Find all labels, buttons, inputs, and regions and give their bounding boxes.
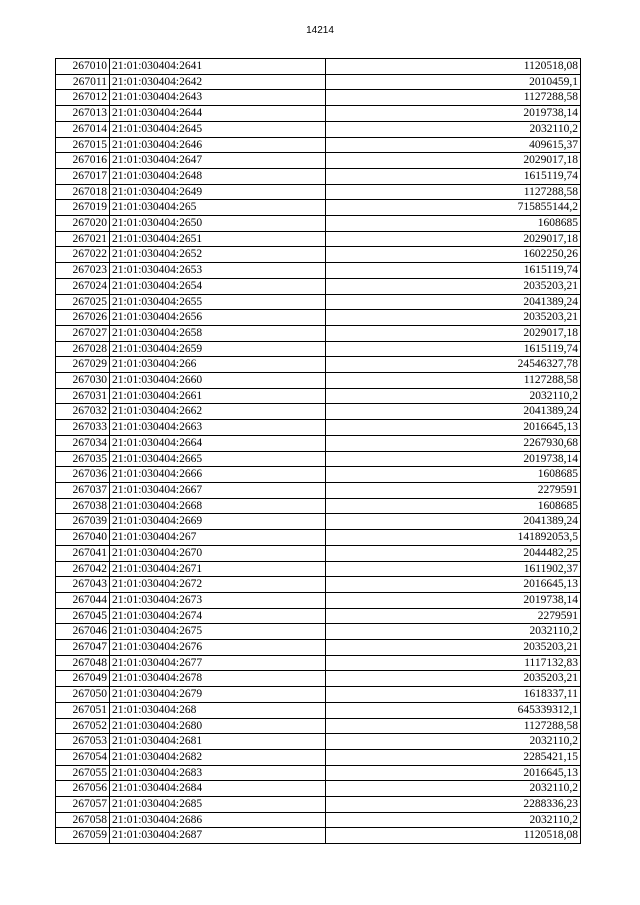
cadastral-value-cell: 24546327,78: [326, 357, 581, 373]
row-number-cell: 267028: [56, 341, 110, 357]
cadastral-number-cell: 21:01:030404:2680: [110, 718, 326, 734]
cadastral-number-cell: 21:01:030404:2678: [110, 671, 326, 687]
table-row: [56, 310, 581, 326]
table-row: [56, 294, 581, 310]
row-number-cell: 267034: [56, 435, 110, 451]
cadastral-value-cell: 2016645,13: [326, 420, 581, 436]
cadastral-value-cell: 2032110,2: [326, 121, 581, 137]
table-row: [56, 624, 581, 640]
table-row: [56, 702, 581, 718]
cadastral-number-cell: 21:01:030404:2656: [110, 310, 326, 326]
table-row: [56, 59, 581, 75]
cadastral-number-cell: 21:01:030404:2659: [110, 341, 326, 357]
cadastral-number-cell: 21:01:030404:2686: [110, 812, 326, 828]
cadastral-value-cell: 2035203,21: [326, 671, 581, 687]
cadastral-value-cell: 2288336,23: [326, 797, 581, 813]
row-number-cell: 267059: [56, 828, 110, 844]
cadastral-value-cell: 2279591: [326, 482, 581, 498]
cadastral-number-cell: 21:01:030404:2661: [110, 388, 326, 404]
table-row: [56, 388, 581, 404]
cadastral-number-cell: 21:01:030404:2673: [110, 592, 326, 608]
cadastral-number-cell: 21:01:030404:2652: [110, 247, 326, 263]
row-number-cell: 267023: [56, 263, 110, 279]
cadastral-value-cell: 2035203,21: [326, 310, 581, 326]
table-row: [56, 608, 581, 624]
row-number-cell: 267052: [56, 718, 110, 734]
table-row: [56, 812, 581, 828]
cadastral-value-cell: 715855144,2: [326, 200, 581, 216]
row-number-cell: 267046: [56, 624, 110, 640]
table-row: [56, 734, 581, 750]
row-number-cell: 267033: [56, 420, 110, 436]
cadastral-value-cell: 1127288,58: [326, 184, 581, 200]
row-number-cell: 267016: [56, 153, 110, 169]
row-number-cell: 267010: [56, 59, 110, 75]
table-row: [56, 121, 581, 137]
cadastral-number-cell: 21:01:030404:2651: [110, 231, 326, 247]
row-number-cell: 267021: [56, 231, 110, 247]
cadastral-number-cell: 21:01:030404:2662: [110, 404, 326, 420]
table-row: [56, 168, 581, 184]
row-number-cell: 267057: [56, 797, 110, 813]
cadastral-number-cell: 21:01:030404:2660: [110, 373, 326, 389]
cadastral-number-cell: 21:01:030404:2655: [110, 294, 326, 310]
row-number-cell: 267022: [56, 247, 110, 263]
cadastral-number-cell: 21:01:030404:2663: [110, 420, 326, 436]
row-number-cell: 267025: [56, 294, 110, 310]
cadastral-value-cell: 1127288,58: [326, 90, 581, 106]
table-row: [56, 278, 581, 294]
cadastral-number-cell: 21:01:030404:2658: [110, 325, 326, 341]
cadastral-value-cell: 1611902,37: [326, 561, 581, 577]
table-row: [56, 765, 581, 781]
cadastral-number-cell: 21:01:030404:2672: [110, 577, 326, 593]
table-row: [56, 263, 581, 279]
table-row: [56, 231, 581, 247]
row-number-cell: 267019: [56, 200, 110, 216]
cadastral-value-cell: 2044482,25: [326, 545, 581, 561]
row-number-cell: 267036: [56, 467, 110, 483]
cadastral-number-cell: 21:01:030404:266: [110, 357, 326, 373]
row-number-cell: 267055: [56, 765, 110, 781]
cadastral-number-cell: 21:01:030404:2683: [110, 765, 326, 781]
cadastral-value-cell: 1618337,11: [326, 687, 581, 703]
cadastral-number-cell: 21:01:030404:2653: [110, 263, 326, 279]
row-number-cell: 267051: [56, 702, 110, 718]
cadastral-number-cell: 21:01:030404:2666: [110, 467, 326, 483]
table-row: [56, 514, 581, 530]
cadastral-value-cell: 2032110,2: [326, 812, 581, 828]
cadastral-value-cell: 1602250,26: [326, 247, 581, 263]
cadastral-value-cell: 1608685: [326, 498, 581, 514]
cadastral-value-cell: 1615119,74: [326, 168, 581, 184]
table-row: [56, 325, 581, 341]
cadastral-value-cell: 2267930,68: [326, 435, 581, 451]
row-number-cell: 267050: [56, 687, 110, 703]
cadastral-value-cell: 2019738,14: [326, 106, 581, 122]
table-row: [56, 153, 581, 169]
table-row: [56, 655, 581, 671]
cadastral-number-cell: 21:01:030404:268: [110, 702, 326, 718]
table-row: [56, 106, 581, 122]
row-number-cell: 267015: [56, 137, 110, 153]
cadastral-number-cell: 21:01:030404:2643: [110, 90, 326, 106]
table-row: [56, 90, 581, 106]
table-row: [56, 671, 581, 687]
row-number-cell: 267053: [56, 734, 110, 750]
table-row: [56, 781, 581, 797]
table-row: [56, 482, 581, 498]
table-row: [56, 341, 581, 357]
cadastral-value-cell: 2029017,18: [326, 231, 581, 247]
row-number-cell: 267027: [56, 325, 110, 341]
cadastral-value-cell: 2041389,24: [326, 294, 581, 310]
row-number-cell: 267011: [56, 74, 110, 90]
row-number-cell: 267058: [56, 812, 110, 828]
cadastral-number-cell: 21:01:030404:2654: [110, 278, 326, 294]
cadastral-number-cell: 21:01:030404:2647: [110, 153, 326, 169]
cadastral-value-cell: 2016645,13: [326, 765, 581, 781]
table-row: [56, 797, 581, 813]
table-row: [56, 828, 581, 844]
row-number-cell: 267044: [56, 592, 110, 608]
row-number-cell: 267013: [56, 106, 110, 122]
cadastral-number-cell: 21:01:030404:2685: [110, 797, 326, 813]
row-number-cell: 267041: [56, 545, 110, 561]
row-number-cell: 267029: [56, 357, 110, 373]
cadastral-value-cell: 1127288,58: [326, 718, 581, 734]
table-row: [56, 74, 581, 90]
cadastral-number-cell: 21:01:030404:2645: [110, 121, 326, 137]
cadastral-value-cell: 1608685: [326, 467, 581, 483]
cadastral-value-cell: 2285421,15: [326, 749, 581, 765]
cadastral-number-cell: 21:01:030404:2650: [110, 216, 326, 232]
table-row: [56, 545, 581, 561]
cadastral-value-cell: 2032110,2: [326, 734, 581, 750]
cadastral-value-cell: 645339312,1: [326, 702, 581, 718]
table-row: [56, 718, 581, 734]
cadastral-value-cell: 1120518,08: [326, 828, 581, 844]
cadastral-value-cell: 1608685: [326, 216, 581, 232]
table-body: [56, 59, 581, 844]
table-row: [56, 357, 581, 373]
cadastral-number-cell: 21:01:030404:2644: [110, 106, 326, 122]
row-number-cell: 267030: [56, 373, 110, 389]
cadastral-value-cell: 1127288,58: [326, 373, 581, 389]
cadastral-value-cell: 2010459,1: [326, 74, 581, 90]
cadastral-number-cell: 21:01:030404:2646: [110, 137, 326, 153]
row-number-cell: 267035: [56, 451, 110, 467]
cadastral-value-cell: 2279591: [326, 608, 581, 624]
table-row: [56, 749, 581, 765]
cadastral-value-cell: 409615,37: [326, 137, 581, 153]
row-number-cell: 267045: [56, 608, 110, 624]
table-row: [56, 200, 581, 216]
row-number-cell: 267043: [56, 577, 110, 593]
cadastral-value-cell: 1117132,83: [326, 655, 581, 671]
cadastral-value-cell: 2032110,2: [326, 781, 581, 797]
cadastral-number-cell: 21:01:030404:2674: [110, 608, 326, 624]
table-row: [56, 404, 581, 420]
table-row: [56, 184, 581, 200]
table-row: [56, 435, 581, 451]
cadastral-value-cell: 1615119,74: [326, 263, 581, 279]
row-number-cell: 267014: [56, 121, 110, 137]
cadastral-number-cell: 21:01:030404:2667: [110, 482, 326, 498]
cadastral-value-cell: 2041389,24: [326, 404, 581, 420]
table-row: [56, 373, 581, 389]
row-number-cell: 267037: [56, 482, 110, 498]
cadastral-number-cell: 21:01:030404:265: [110, 200, 326, 216]
cadastral-value-cell: 2035203,21: [326, 640, 581, 656]
cadastral-number-cell: 21:01:030404:2669: [110, 514, 326, 530]
cadastral-value-cell: 2019738,14: [326, 592, 581, 608]
row-number-cell: 267020: [56, 216, 110, 232]
table-row: [56, 467, 581, 483]
cadastral-number-cell: 21:01:030404:2665: [110, 451, 326, 467]
page-number: 14214: [306, 25, 334, 36]
row-number-cell: 267048: [56, 655, 110, 671]
cadastral-number-cell: 21:01:030404:2687: [110, 828, 326, 844]
cadastral-number-cell: 21:01:030404:2682: [110, 749, 326, 765]
cadastral-value-cell: 2029017,18: [326, 325, 581, 341]
cadastral-value-cell: 2032110,2: [326, 388, 581, 404]
row-number-cell: 267032: [56, 404, 110, 420]
table-row: [56, 592, 581, 608]
row-number-cell: 267039: [56, 514, 110, 530]
cadastral-value-cell: 2035203,21: [326, 278, 581, 294]
row-number-cell: 267031: [56, 388, 110, 404]
cadastral-number-cell: 21:01:030404:2642: [110, 74, 326, 90]
cadastral-number-cell: 21:01:030404:2664: [110, 435, 326, 451]
cadastral-number-cell: 21:01:030404:2641: [110, 59, 326, 75]
cadastral-number-cell: 21:01:030404:2648: [110, 168, 326, 184]
table-row: [56, 420, 581, 436]
table-row: [56, 247, 581, 263]
table-row: [56, 451, 581, 467]
cadastral-value-cell: 2019738,14: [326, 451, 581, 467]
cadastral-value-cell: 1120518,08: [326, 59, 581, 75]
row-number-cell: 267047: [56, 640, 110, 656]
cadastral-number-cell: 21:01:030404:2676: [110, 640, 326, 656]
cadastral-value-cell: 141892053,5: [326, 530, 581, 546]
cadastral-value-cell: 1615119,74: [326, 341, 581, 357]
cadastral-number-cell: 21:01:030404:2670: [110, 545, 326, 561]
cadastral-number-cell: 21:01:030404:2671: [110, 561, 326, 577]
row-number-cell: 267054: [56, 749, 110, 765]
cadastral-number-cell: 21:01:030404:2677: [110, 655, 326, 671]
row-number-cell: 267049: [56, 671, 110, 687]
cadastral-number-cell: 21:01:030404:2684: [110, 781, 326, 797]
table-row: [56, 687, 581, 703]
cadastral-number-cell: 21:01:030404:2675: [110, 624, 326, 640]
cadastral-value-cell: 2029017,18: [326, 153, 581, 169]
table-row: [56, 561, 581, 577]
cadastral-number-cell: 21:01:030404:2679: [110, 687, 326, 703]
row-number-cell: 267042: [56, 561, 110, 577]
table-row: [56, 577, 581, 593]
row-number-cell: 267018: [56, 184, 110, 200]
table-row: [56, 640, 581, 656]
cadastral-number-cell: 21:01:030404:2681: [110, 734, 326, 750]
table-row: [56, 498, 581, 514]
row-number-cell: 267017: [56, 168, 110, 184]
row-number-cell: 267024: [56, 278, 110, 294]
row-number-cell: 267056: [56, 781, 110, 797]
row-number-cell: 267040: [56, 530, 110, 546]
cadastral-number-cell: 21:01:030404:267: [110, 530, 326, 546]
table-row: [56, 216, 581, 232]
cadastral-value-table: [55, 58, 581, 844]
table-row: [56, 137, 581, 153]
table-row: [56, 530, 581, 546]
row-number-cell: 267038: [56, 498, 110, 514]
row-number-cell: 267012: [56, 90, 110, 106]
cadastral-value-cell: 2016645,13: [326, 577, 581, 593]
cadastral-number-cell: 21:01:030404:2649: [110, 184, 326, 200]
cadastral-value-cell: 2041389,24: [326, 514, 581, 530]
cadastral-number-cell: 21:01:030404:2668: [110, 498, 326, 514]
cadastral-value-cell: 2032110,2: [326, 624, 581, 640]
row-number-cell: 267026: [56, 310, 110, 326]
